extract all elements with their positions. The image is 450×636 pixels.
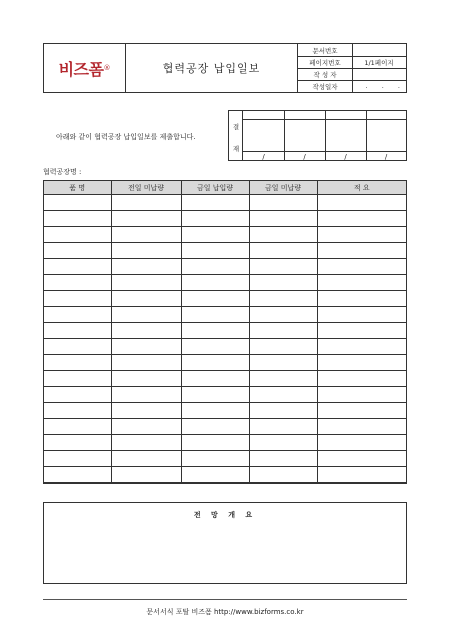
table-cell[interactable] xyxy=(44,355,111,371)
table-row xyxy=(44,403,406,419)
table-cell[interactable] xyxy=(317,259,406,275)
table-cell[interactable] xyxy=(111,227,181,243)
table-cell[interactable] xyxy=(317,355,406,371)
table-cell[interactable] xyxy=(44,259,111,275)
approval-column[interactable] xyxy=(243,111,285,160)
footer-divider xyxy=(43,599,407,600)
approval-column[interactable] xyxy=(325,111,367,160)
table-cell[interactable] xyxy=(181,387,249,403)
table-cell[interactable] xyxy=(44,451,111,467)
table-body xyxy=(44,195,406,483)
table-cell[interactable] xyxy=(317,291,406,307)
info-label: 작 성 자 xyxy=(298,68,353,80)
table-row xyxy=(44,435,406,451)
table-cell[interactable] xyxy=(111,387,181,403)
info-value[interactable]: 1/1페이지 xyxy=(364,58,394,67)
table-cell[interactable] xyxy=(44,419,111,435)
table-cell[interactable] xyxy=(44,291,111,307)
table-cell[interactable] xyxy=(111,211,181,227)
table-cell[interactable] xyxy=(249,195,317,211)
table-cell[interactable] xyxy=(44,467,111,483)
table-cell[interactable] xyxy=(44,435,111,451)
table-cell[interactable] xyxy=(181,323,249,339)
table-cell[interactable] xyxy=(181,195,249,211)
table-cell[interactable] xyxy=(111,243,181,259)
table-cell[interactable] xyxy=(249,371,317,387)
table-header-row xyxy=(44,181,406,195)
table-cell[interactable] xyxy=(181,275,249,291)
table-cell[interactable] xyxy=(181,451,249,467)
table-cell[interactable] xyxy=(317,451,406,467)
table-row xyxy=(44,275,406,291)
table-cell[interactable] xyxy=(249,227,317,243)
document-header xyxy=(43,43,407,93)
intro-text: 아래와 같이 협력공장 납입일보를 제출합니다. xyxy=(56,133,196,141)
table-cell[interactable] xyxy=(249,387,317,403)
table-row xyxy=(44,323,406,339)
table-cell[interactable] xyxy=(111,467,181,483)
approval-label xyxy=(229,111,243,160)
table-cell[interactable] xyxy=(249,323,317,339)
table-cell[interactable] xyxy=(181,227,249,243)
table-cell[interactable] xyxy=(249,339,317,355)
approval-date-slash: / xyxy=(243,151,284,161)
table-cell[interactable] xyxy=(111,275,181,291)
table-cell[interactable] xyxy=(317,387,406,403)
table-row xyxy=(44,467,406,483)
info-value[interactable] xyxy=(352,44,406,56)
table-cell[interactable] xyxy=(44,371,111,387)
table-cell[interactable] xyxy=(249,451,317,467)
table-cell[interactable] xyxy=(111,323,181,339)
table-cell[interactable] xyxy=(317,195,406,211)
table-cell[interactable] xyxy=(181,435,249,451)
delivery-table xyxy=(43,180,407,484)
info-value[interactable] xyxy=(352,68,406,80)
table-cell[interactable] xyxy=(317,435,406,451)
table-cell[interactable] xyxy=(249,259,317,275)
header-item-name: 품 명 xyxy=(44,181,111,195)
outlook-summary-box[interactable] xyxy=(43,502,407,584)
table-cell[interactable] xyxy=(317,307,406,323)
table-cell[interactable] xyxy=(317,211,406,227)
table-cell[interactable] xyxy=(44,323,111,339)
table-cell[interactable] xyxy=(181,307,249,323)
header-prev-unpaid: 전일 미납량 xyxy=(111,181,181,195)
footer-text: 문서서식 포탈 비즈폼 http://www.bizforms.co.kr xyxy=(146,608,304,616)
table-cell[interactable] xyxy=(111,355,181,371)
approval-date-slash: / xyxy=(284,151,325,161)
document-title: 협력공장 납입일보 xyxy=(162,62,261,75)
table-cell[interactable] xyxy=(181,243,249,259)
table-cell[interactable] xyxy=(44,195,111,211)
table-row xyxy=(44,227,406,243)
table-cell[interactable] xyxy=(249,419,317,435)
table-row xyxy=(44,211,406,227)
table-cell[interactable] xyxy=(249,403,317,419)
table-cell[interactable] xyxy=(181,259,249,275)
table-cell[interactable] xyxy=(181,419,249,435)
header-today-delivered: 금일 납입량 xyxy=(181,181,249,195)
logo xyxy=(44,44,126,92)
table-row xyxy=(44,195,406,211)
table-cell[interactable] xyxy=(249,243,317,259)
table-row xyxy=(44,339,406,355)
factory-name-label: 협력공장명 : xyxy=(43,168,82,176)
table-cell[interactable] xyxy=(111,403,181,419)
table-cell[interactable] xyxy=(249,211,317,227)
table-cell[interactable] xyxy=(111,451,181,467)
approval-label-top: 결 xyxy=(232,123,240,131)
table-cell[interactable] xyxy=(44,403,111,419)
table-cell[interactable] xyxy=(317,227,406,243)
table-cell[interactable] xyxy=(181,371,249,387)
approval-box xyxy=(228,110,407,161)
table-cell[interactable] xyxy=(181,355,249,371)
table-cell[interactable] xyxy=(249,435,317,451)
approval-date-slash: / xyxy=(325,151,366,161)
table-cell[interactable] xyxy=(317,419,406,435)
table-cell[interactable] xyxy=(317,467,406,483)
title-cell xyxy=(126,44,298,92)
table-row xyxy=(44,355,406,371)
table-cell[interactable] xyxy=(111,419,181,435)
table-cell[interactable] xyxy=(111,259,181,275)
table-row xyxy=(44,291,406,307)
table-cell[interactable] xyxy=(181,403,249,419)
table-cell[interactable] xyxy=(111,291,181,307)
table-cell[interactable] xyxy=(317,403,406,419)
table-row xyxy=(44,419,406,435)
table-cell[interactable] xyxy=(317,323,406,339)
table-cell[interactable] xyxy=(111,435,181,451)
approval-label-bottom: 재 xyxy=(232,145,240,153)
header-today-unpaid: 금일 미납량 xyxy=(249,181,317,195)
table-row xyxy=(44,259,406,275)
table-cell[interactable] xyxy=(249,355,317,371)
approval-date-slash: / xyxy=(366,151,406,161)
header-remarks: 적 요 xyxy=(317,181,406,195)
table-cell[interactable] xyxy=(44,387,111,403)
info-label: 작성일자 xyxy=(298,80,353,92)
table-cell[interactable] xyxy=(181,339,249,355)
info-label: 문서번호 xyxy=(298,44,353,56)
table-cell[interactable] xyxy=(249,291,317,307)
outlook-summary-title: 전 망 개 요 xyxy=(193,511,257,519)
table-row xyxy=(44,371,406,387)
table-cell[interactable] xyxy=(111,307,181,323)
table-cell[interactable] xyxy=(111,195,181,211)
approval-column[interactable] xyxy=(366,111,406,160)
table-cell[interactable] xyxy=(181,467,249,483)
logo-text: 비즈폼 xyxy=(58,59,104,79)
table-cell[interactable] xyxy=(317,275,406,291)
table-row xyxy=(44,387,406,403)
table-cell[interactable] xyxy=(44,275,111,291)
info-row-date xyxy=(298,80,406,92)
info-label: 페이지번호 xyxy=(298,56,353,68)
table-cell[interactable] xyxy=(44,227,111,243)
table-cell[interactable] xyxy=(249,307,317,323)
registered-mark: ® xyxy=(103,64,111,72)
table-cell[interactable] xyxy=(317,339,406,355)
table-cell[interactable] xyxy=(181,291,249,307)
table-cell[interactable] xyxy=(317,243,406,259)
table-cell[interactable] xyxy=(111,339,181,355)
table-cell[interactable] xyxy=(44,307,111,323)
table-cell[interactable] xyxy=(111,371,181,387)
table-cell[interactable] xyxy=(181,211,249,227)
approval-column[interactable] xyxy=(284,111,326,160)
table-row xyxy=(44,451,406,467)
info-value[interactable]: . . . xyxy=(365,82,406,90)
table-cell[interactable] xyxy=(317,371,406,387)
table-row xyxy=(44,307,406,323)
table-cell[interactable] xyxy=(44,211,111,227)
table-cell[interactable] xyxy=(44,339,111,355)
table-cell[interactable] xyxy=(249,467,317,483)
table-cell[interactable] xyxy=(44,243,111,259)
table-cell[interactable] xyxy=(249,275,317,291)
table-row xyxy=(44,243,406,259)
